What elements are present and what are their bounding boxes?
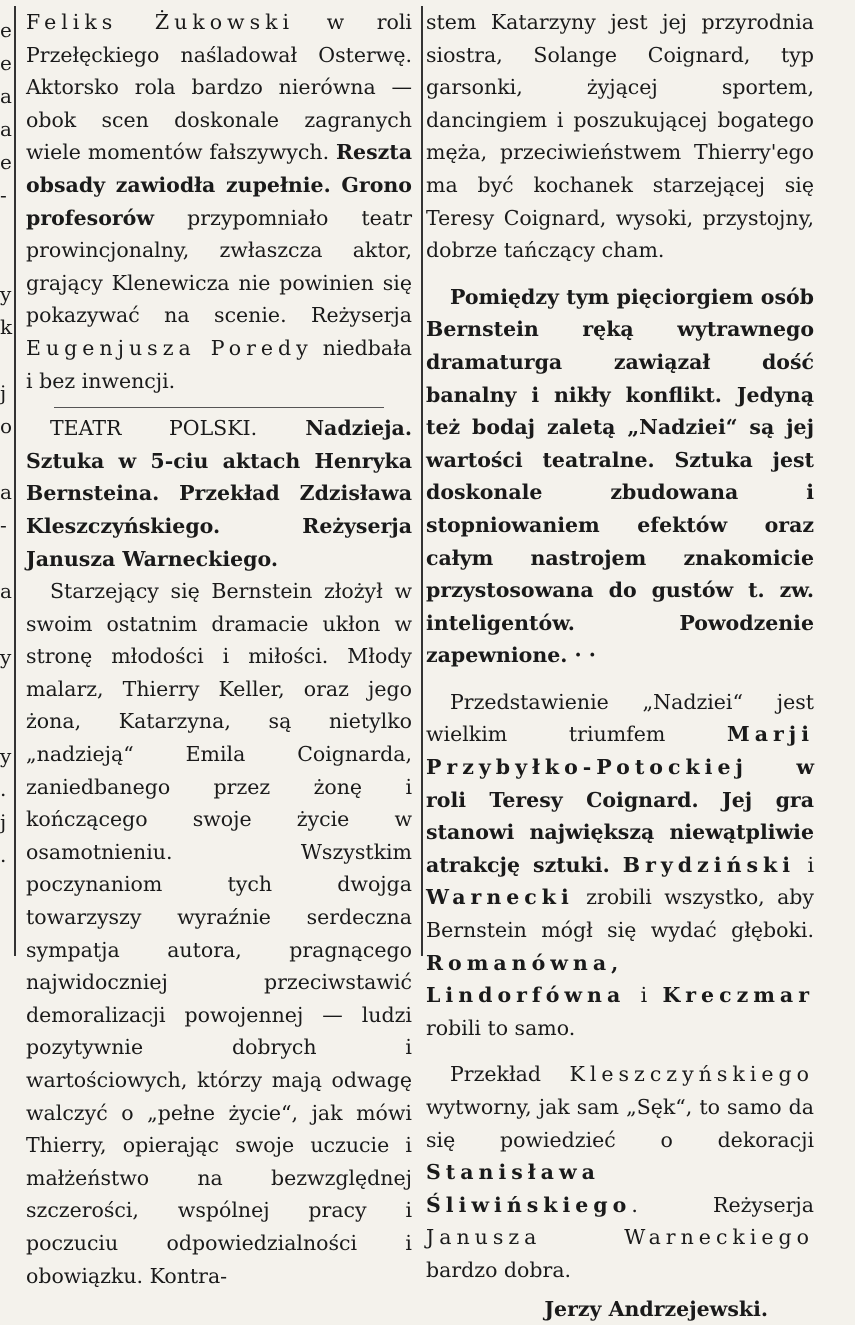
margin-fragment: j [0, 810, 7, 834]
margin-fragment: e [0, 150, 12, 174]
review-paragraph-1: Starzejący się Bernstein złożył w swoim ostatnim dramacie ukłon w stronę młodości i miłości. Młody malarz, Thierry Keller, oraz jego żona, Katarzyna, są nietylko „nadzieją“ Emila Coignarda, zaniedbanego przez żonę i kończącego swoje życie w osamotnieniu. Wszystkim poczynaniom tych dwojga towarzyszy wyraźnie serdeczna sympatja autora, pragnącego najwidoczniej przeciwstawić demoralizacji powojennej — ludzi pozytywnie dobrych i wartościowych, którzy mają odwagę walczyć o „pełne życie“, jak mówi Thierry, opierając swoje uczucie i małżeństwo na bezwzględnej szczerości, wspólnej pracy i poczuciu odpowiedzialności i obowiązku. Kontra- [26, 579, 412, 1288]
actress-name: Marji Przybyłko-Potockiej [426, 722, 814, 780]
left-column [26, 6, 412, 1292]
play-title: Nadzieja. [257, 416, 412, 441]
margin-fragment [0, 608, 10, 641]
margin-fragment: a [0, 84, 12, 108]
left-margin-fragments [0, 14, 13, 872]
margin-fragment: y [0, 645, 12, 669]
margin-fragment: k [0, 315, 13, 339]
translator-name: Kleszczyńskiego [569, 1062, 814, 1087]
margin-fragment [0, 344, 10, 377]
review-continuation-paragraph: Feliks Żukowski w roli Przełęckiego naśladował Osterwę. Aktorsko rola bardzo nierówna — obok scen doskonale zagranych wiele momentów fałszywych. Reszta obsady zawiodła zupełnie. Grono profesorów przypomniało teatr prowincjonalny, zwłaszcza aktor, grający Klenewicza nie powinien się pokazywać na scenie. Reżyserja Eugenjusza Poredy niedbała i bez inwencji. [26, 10, 412, 393]
margin-fragment [0, 212, 10, 245]
right-column [426, 6, 814, 1325]
author-signature: Jerzy Andrzejewski. [544, 1296, 768, 1321]
margin-fragment: y [0, 744, 12, 768]
margin-fragment: . [0, 777, 7, 801]
margin-fragment: a [0, 579, 12, 603]
review-paragraph-4: Przedstawienie „Nadziei“ jest wielkim triumfem Marji Przybyłko-Potockiej w roli Teresy Coignard. Jej gra stanowi największą niewątpliwie atrakcję sztuki. Brydziński i Warnecki zrobili wszystko, aby Bernstein mógł się wydać głęboki. Romanówna, Lindorfówna i Kreczmar robili to samo. [426, 689, 814, 1040]
margin-fragment: a [0, 480, 12, 504]
margin-fragment [0, 245, 10, 278]
section-divider [54, 407, 384, 408]
review-paragraph-2: stem Katarzyny jest jej przyrodnia siostra, Solange Coignard, typ garsonki, żyjącej sportem, dancingiem i poszukującej bogatego męża, przeciwieństwem Thierry'ego ma być kochanek starzejącej się Teresy Coignard, wysoki, przystojny, dobrze tańczący cham. [426, 10, 814, 263]
margin-fragment [0, 542, 10, 575]
review-paragraph-3: Pomiędzy tym pięciorgiem osób Bernstein ręką wytrawnego dramaturga zawiązał dość banalny i nikły konflikt. Jedyną też bodaj zaletą „Nadziei“ są jej wartości teatralne. Sztuka jest doskonale zbudowana i stopniowaniem efektów oraz całym nastrojem znakomicie przystosowana do gustów t. zw. inteligentów. Powodzenie zapewnione. · · [426, 284, 814, 668]
center-column-rule [421, 6, 423, 956]
margin-fragment [0, 443, 10, 476]
theatre-name: TEATR POLSKI. [50, 416, 258, 441]
margin-fragment: e [0, 18, 12, 42]
margin-fragment: - [0, 513, 7, 537]
margin-fragment: j [0, 381, 7, 405]
review-paragraph-5: Przekład Kleszczyńskiego wytworny, jak sam „Sęk“, to samo da się powiedzieć o dekoracji Stanisława Śliwińskiego. Reżyserja Janusza Warneckiego bardzo dobra. [426, 1062, 814, 1282]
margin-fragment [0, 707, 10, 740]
director-name: Janusza Warneckiego [426, 1225, 814, 1250]
margin-fragment: e [0, 51, 12, 75]
margin-fragment: - [0, 183, 7, 207]
margin-fragment: y [0, 282, 12, 306]
margin-fragment: o [0, 414, 13, 438]
left-column-rule [14, 6, 16, 956]
margin-fragment: . [0, 843, 7, 867]
theatre-heading-paragraph: TEATR POLSKI. Nadzieja. Sztuka w 5-ciu aktach Henryka Bernsteina. Przekład Zdzisława Kleszczyńskiego. Reżyserja Janusza Warneckiego. [26, 416, 412, 571]
actor-name: Feliks Żukowski [26, 10, 295, 34]
director-name: Eugenjusza Poredy [26, 335, 313, 360]
margin-fragment: a [0, 117, 12, 141]
margin-fragment [0, 674, 10, 707]
designer-name: Stanisława Śliwińskiego [426, 1160, 632, 1217]
